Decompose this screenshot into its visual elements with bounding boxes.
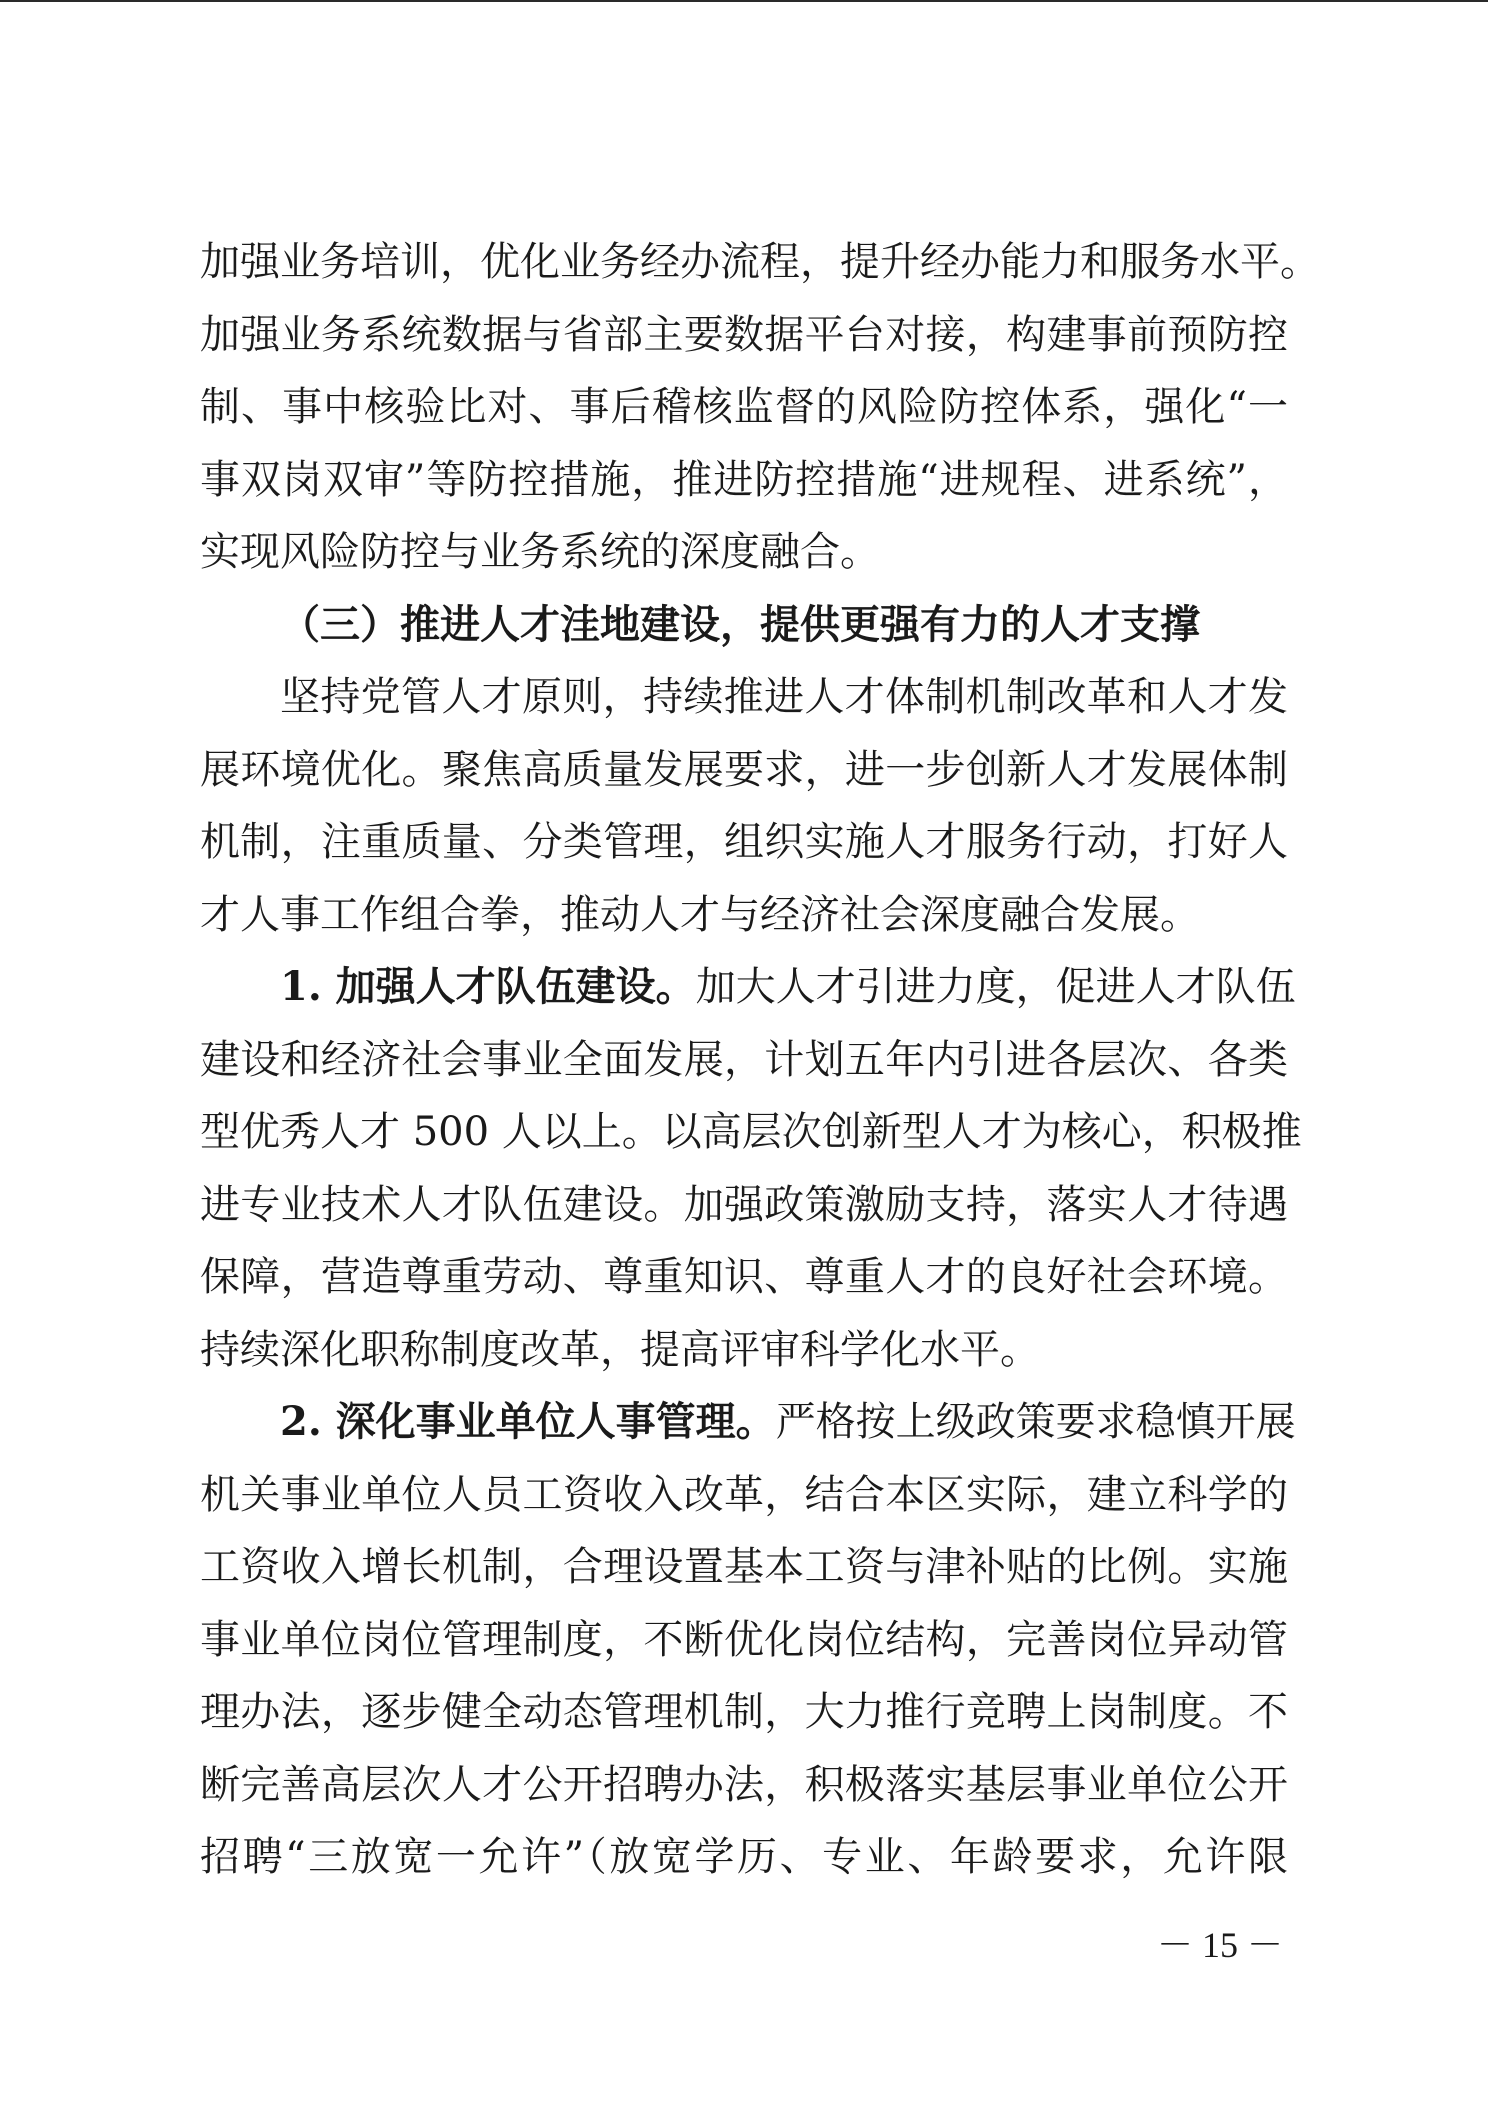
text-line: 事双岗双审”等防控措施，推进防控措施“进规程、进系统”， — [200, 456, 1288, 503]
item1-first-line-rest: 加大人才引进力度，促进人才队伍 — [695, 964, 1296, 1010]
text-line: 实现风险防控与业务系统的深度融合。 — [200, 529, 880, 575]
item2-first-line-rest: 严格按上级政策要求稳慎开展 — [775, 1399, 1296, 1445]
text-line: 制、事中核验比对、事后稽核监督的风险防控体系，强化“一 — [200, 384, 1288, 430]
text-line: 招聘“三放宽一允许”（放宽学历、专业、年龄要求，允许限 — [200, 1834, 1288, 1880]
text-line: 进专业技术人才队伍建设。加强政策激励支持，落实人才待遇 — [200, 1181, 1288, 1228]
text-line: 建设和经济社会事业全面发展，计划五年内引进各层次、各类 — [200, 1036, 1288, 1083]
text-line: 加强业务系统数据与省部主要数据平台对接，构建事前预防控 — [200, 311, 1288, 358]
item1-first-line — [200, 951, 1296, 1024]
text-line: 才人事工作组合拳，推动人才与经济社会深度融合发展。 — [200, 891, 1200, 938]
text-line: 机关事业单位人员工资收入改革，结合本区实际，建立科学的 — [200, 1471, 1288, 1518]
page-number: － 15 － — [1156, 1925, 1283, 1965]
item2-lead: 2. 深化事业单位人事管理。 — [280, 1398, 776, 1445]
text-line: 机制，注重质量、分类管理，组织实施人才服务行动，打好人 — [200, 819, 1288, 865]
item1-lead: 1. 加强人才队伍建设。 — [280, 963, 696, 1010]
body-text — [200, 226, 1320, 1894]
text-line: 工资收入增长机制，合理设置基本工资与津补贴的比例。实施 — [200, 1544, 1288, 1590]
text-line: 保障，营造尊重劳动、尊重知识、尊重人才的良好社会环境。 — [200, 1254, 1288, 1300]
text-line: 加强业务培训，优化业务经办流程，提升经办能力和服务水平。 — [200, 239, 1320, 285]
section-heading: （三）推进人才洼地建设，提供更强有力的人才支撑 — [280, 600, 1200, 648]
text-line: 坚持党管人才原则，持续推进人才体制机制改革和人才发 — [280, 674, 1288, 720]
text-line: 理办法，逐步健全动态管理机制，大力推行竞聘上岗制度。不 — [200, 1689, 1288, 1735]
text-line: 事业单位岗位管理制度，不断优化岗位结构，完善岗位异动管 — [200, 1616, 1288, 1663]
text-line: 型优秀人才 500 人以上。以高层次创新型人才为核心，积极推 — [200, 1109, 1302, 1155]
text-line: 持续深化职称制度改革，提高评审科学化水平。 — [200, 1326, 1040, 1373]
item2-first-line — [200, 1386, 1296, 1459]
text-line: 展环境优化。聚焦高质量发展要求，进一步创新人才发展体制 — [200, 746, 1288, 793]
text-line: 断完善高层次人才公开招聘办法，积极落实基层事业单位公开 — [200, 1761, 1288, 1808]
